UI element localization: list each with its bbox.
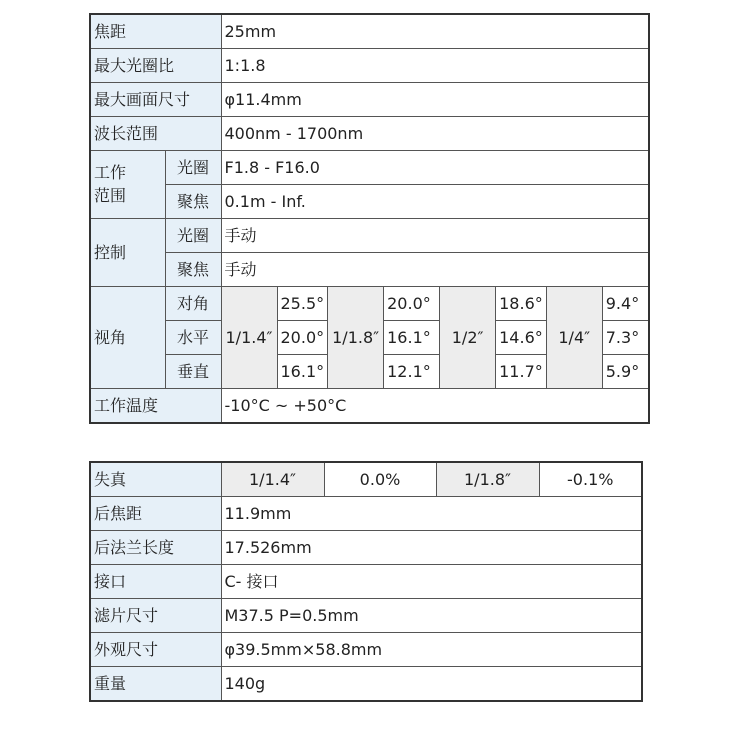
angle-value: 14.6° [496, 321, 547, 355]
row-wavelength [90, 117, 649, 151]
row-filter [90, 599, 642, 633]
working-range-focus-value: 0.1m - Inf. [221, 185, 649, 219]
view-angle-label: 视角 [90, 287, 165, 389]
row-mount [90, 565, 642, 599]
spec-table-main [89, 13, 650, 424]
row-max-aperture [90, 49, 649, 83]
mount-label: 接口 [90, 565, 221, 599]
filter-label: 滤片尺寸 [90, 599, 221, 633]
flange-value: 17.526mm [221, 531, 642, 565]
angle-value: 16.1° [384, 321, 440, 355]
distortion-format-1: 1/1.4″ [221, 462, 324, 497]
focal-length-value: 25mm [221, 14, 649, 49]
row-working-range-iris [90, 151, 649, 185]
angle-value: 5.9° [602, 355, 649, 389]
row-control-focus [90, 253, 649, 287]
max-aperture-label: 最大光圈比 [90, 49, 221, 83]
row-flange [90, 531, 642, 565]
wavelength-value: 400nm - 1700nm [221, 117, 649, 151]
weight-label: 重量 [90, 667, 221, 702]
angle-value: 16.1° [277, 355, 328, 389]
working-range-label: 工作 范围 [90, 151, 165, 219]
control-iris-label: 光圈 [165, 219, 221, 253]
focal-length-label: 焦距 [90, 14, 221, 49]
mount-value: C- 接口 [221, 565, 642, 599]
angle-value: 12.1° [384, 355, 440, 389]
max-image-label: 最大画面尺寸 [90, 83, 221, 117]
row-back-focal [90, 497, 642, 531]
max-image-value: φ11.4mm [221, 83, 649, 117]
angle-value: 11.7° [496, 355, 547, 389]
format-1-4-name: 1/4″ [546, 287, 602, 389]
distortion-value-1: 0.0% [324, 462, 436, 497]
distortion-value-2: -0.1% [539, 462, 642, 497]
row-control-iris [90, 219, 649, 253]
control-focus-label: 聚焦 [165, 253, 221, 287]
view-angle-row-horizontal: 水平 [165, 321, 221, 355]
row-dimensions [90, 633, 642, 667]
working-range-focus-label: 聚焦 [165, 185, 221, 219]
row-distortion [90, 462, 642, 497]
view-angle-row-diagonal: 对角 [165, 287, 221, 321]
angle-value: 18.6° [496, 287, 547, 321]
working-range-iris-label: 光圈 [165, 151, 221, 185]
working-range-iris-value: F1.8 - F16.0 [221, 151, 649, 185]
angle-value: 20.0° [384, 287, 440, 321]
filter-value: M37.5 P=0.5mm [221, 599, 642, 633]
angle-value: 25.5° [277, 287, 328, 321]
angle-value: 9.4° [602, 287, 649, 321]
control-label: 控制 [90, 219, 165, 287]
control-iris-value: 手动 [221, 219, 649, 253]
format-1-1-4-name: 1/1.4″ [221, 287, 277, 389]
back-focal-value: 11.9mm [221, 497, 642, 531]
angle-value: 7.3° [602, 321, 649, 355]
row-weight [90, 667, 642, 702]
view-angle-row-vertical: 垂直 [165, 355, 221, 389]
format-1-2-name: 1/2″ [440, 287, 496, 389]
temperature-value: -10°C ~ +50°C [221, 389, 649, 424]
distortion-label: 失真 [90, 462, 221, 497]
angle-value: 20.0° [277, 321, 328, 355]
row-view-angle-diagonal [90, 287, 649, 321]
back-focal-label: 后焦距 [90, 497, 221, 531]
row-max-image [90, 83, 649, 117]
control-focus-value: 手动 [221, 253, 649, 287]
row-temperature [90, 389, 649, 424]
dimensions-value: φ39.5mm×58.8mm [221, 633, 642, 667]
wavelength-label: 波长范围 [90, 117, 221, 151]
weight-value: 140g [221, 667, 642, 702]
row-working-range-focus [90, 185, 649, 219]
spec-table-secondary [89, 461, 643, 702]
temperature-label: 工作温度 [90, 389, 221, 424]
format-1-1-8-name: 1/1.8″ [328, 287, 384, 389]
row-focal-length [90, 14, 649, 49]
dimensions-label: 外观尺寸 [90, 633, 221, 667]
flange-label: 后法兰长度 [90, 531, 221, 565]
distortion-format-2: 1/1.8″ [436, 462, 539, 497]
max-aperture-value: 1:1.8 [221, 49, 649, 83]
